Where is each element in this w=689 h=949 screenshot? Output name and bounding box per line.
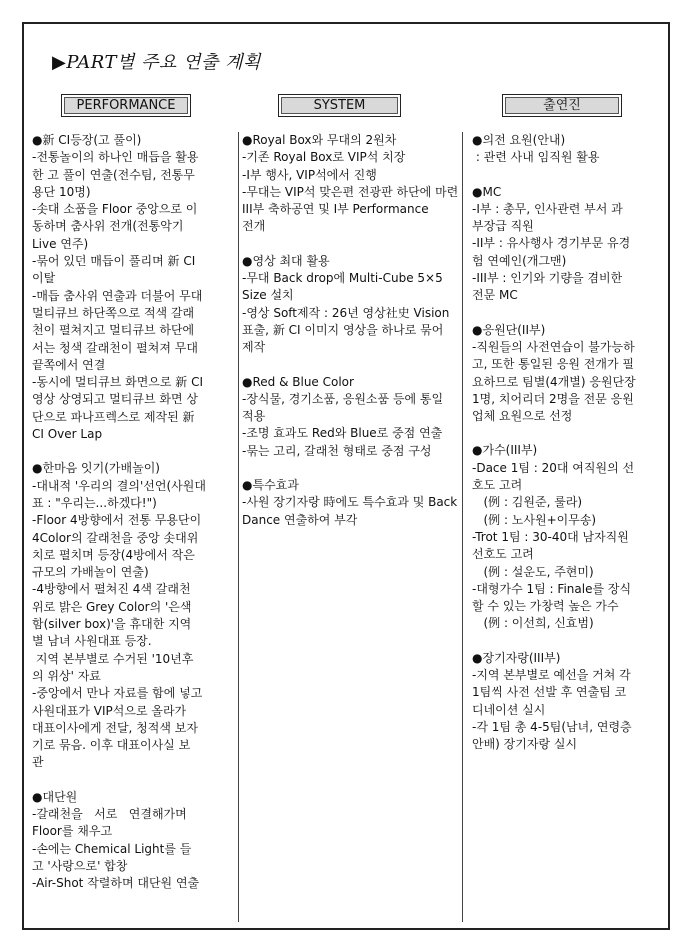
section-block xyxy=(472,442,664,632)
section-line: 고, 또한 통일된 응원 전개가 필 xyxy=(472,357,634,372)
section-line: 4Color의 갈래천을 중앙 솟대위 xyxy=(32,530,199,545)
page-title: ▶PART별 주요 연출 계획 xyxy=(52,52,261,73)
section-line: -III부 : 인기와 기량을 겸비한 xyxy=(472,271,623,286)
header-cast: 출연진 xyxy=(502,94,622,117)
section-heading: ●대단원 xyxy=(32,789,78,804)
section-block xyxy=(472,184,664,305)
section-line: -Dace 1팀 : 20대 여직원의 선 xyxy=(472,460,635,475)
section-heading: ●가수(III부) xyxy=(472,443,538,458)
section-line: 규모의 가배놀이 연출) xyxy=(32,565,149,580)
column-system xyxy=(242,132,463,922)
section-heading: ●장기자랑(III부) xyxy=(472,650,561,665)
section-heading: ●Red & Blue Color xyxy=(242,374,354,389)
section-line: -솟대 소품을 Floor 중앙으로 이 xyxy=(32,202,198,217)
section-line: -갈래천을 서로 연결해가며 xyxy=(32,806,187,821)
section-line: 위로 밝은 Grey Color의 '은색 xyxy=(32,599,192,614)
section-line: Size 설치 xyxy=(242,288,294,303)
section-line: -Air-Shot 작렬하며 대단원 연출 xyxy=(32,876,200,891)
section-line: 디네이션 실시 xyxy=(472,702,546,717)
section-line: Dance 연출하여 부각 xyxy=(242,512,358,527)
section-line: 이탈 xyxy=(32,271,56,286)
section-line: 고 '사랑으로' 합창 xyxy=(32,858,128,873)
section-line: 한 고 풀이 연출(전수팀, 전통무 xyxy=(32,167,195,182)
section-line: 1팀씩 사전 선발 후 연출팀 코 xyxy=(472,685,627,700)
section-block xyxy=(472,322,664,426)
section-line: 표출, 新 CI 이미지 영상을 하나로 묶어 xyxy=(242,322,444,337)
section-line: (例 : 설운도, 주현미) xyxy=(472,564,594,579)
section-line: -묶는 고리, 갈래천 형태로 중점 구성 xyxy=(242,443,432,458)
section-block xyxy=(242,132,462,236)
section-line: -대내적 '우리의 결의'선언(사원대 xyxy=(32,478,206,493)
section-line: 함(silver box)'을 휴대한 지역 xyxy=(32,617,192,632)
section-line: -묶어 있던 매듭이 풀리며 新 CI xyxy=(32,254,196,269)
section-line: CI Over Lap xyxy=(32,427,103,442)
section-line: -Trot 1팀 : 30-40대 남자직원 xyxy=(472,529,629,544)
section-block xyxy=(242,374,462,460)
header-system: SYSTEM xyxy=(278,94,401,117)
section-line: -무대 Back drop에 Multi-Cube 5×5 xyxy=(242,271,443,286)
section-line: -무대는 VIP석 맞은편 전광판 하단에 마련 xyxy=(242,184,459,199)
section-line: 의 위상' 자료 xyxy=(32,668,101,683)
section-line: (例 : 이선희, 신효범) xyxy=(472,616,594,631)
section-line: Floor를 채우고 xyxy=(32,824,113,839)
section-line: (例 : 노사원+이무송) xyxy=(472,512,597,527)
section-line: -손에는 Chemical Light를 들 xyxy=(32,841,192,856)
section-block xyxy=(32,460,238,771)
section-line: 표 : "우리는...하겠다!") xyxy=(32,495,157,510)
section-line: (例 : 김원준, 룰라) xyxy=(472,495,583,510)
section-block xyxy=(242,477,462,529)
section-block xyxy=(472,132,664,167)
section-line: 부장급 직원 xyxy=(472,219,534,234)
section-line: -I부 : 총무, 인사관련 부서 과 xyxy=(472,201,623,216)
section-line: 적용 xyxy=(242,409,266,424)
section-heading: ●新 CI등장(고 풀이) xyxy=(32,133,142,147)
section-line: 관 xyxy=(32,755,44,770)
document-frame xyxy=(22,22,670,930)
section-heading: ●Royal Box와 무대의 2원차 xyxy=(242,133,397,147)
section-line: -장식물, 경기소품, 응원소품 등에 통일 xyxy=(242,391,444,406)
section-line: 기로 묶음. 이후 대표이사실 보 xyxy=(32,738,191,753)
section-line: -사원 장기자랑 時에도 특수효과 및 Back xyxy=(242,495,458,510)
section-line: 지역 본부별로 수거된 '10년후 xyxy=(32,651,194,666)
section-line: -기존 Royal Box로 VIP석 치장 xyxy=(242,150,406,165)
section-line: 치로 펼치며 등장(4방에서 작은 xyxy=(32,547,195,562)
section-line: -영상 Soft제작 : 26년 영상社史 Vision xyxy=(242,305,450,320)
section-block xyxy=(32,789,238,893)
section-line: 선호도 고려 xyxy=(472,547,534,562)
section-line: -전통놀이의 하나인 매듭을 활용 xyxy=(32,150,199,165)
section-line: -직원들의 사전연습이 불가능하 xyxy=(472,339,635,354)
section-heading: ●영상 최대 활용 xyxy=(242,253,330,268)
section-line: 대표이사에게 전달, 청적색 보자 xyxy=(32,720,198,735)
section-line: -I부 행사, VIP석에서 진행 xyxy=(242,167,377,182)
section-line: 할 수 있는 가창력 높은 가수 xyxy=(472,599,619,614)
section-line: : 관련 사내 임직원 활용 xyxy=(472,150,600,165)
section-line: 용단 10명) xyxy=(32,184,91,199)
section-block xyxy=(472,650,664,754)
section-line: 험 연예인(개그맨) xyxy=(472,253,567,268)
section-line: 서는 청색 갈래천이 펼쳐져 무대 xyxy=(32,340,198,355)
section-heading: ●특수효과 xyxy=(242,478,299,493)
section-line: 별 남녀 사원대표 등장. xyxy=(32,634,152,649)
column-cast xyxy=(472,132,664,922)
section-line: 동하며 춤사위 전개(전통악기 xyxy=(32,219,184,234)
section-line: -대형가수 1팀 : Finale를 장식 xyxy=(472,581,632,596)
section-block xyxy=(32,132,238,443)
section-line: 제작 xyxy=(242,340,266,355)
column-performance xyxy=(32,132,239,922)
section-line: 천이 펼쳐지고 멀티큐브 하단에 xyxy=(32,323,195,338)
section-heading: ●MC xyxy=(472,184,502,199)
section-line: 1명, 치어리더 2명을 전문 응원 xyxy=(472,391,634,406)
section-line: -중앙에서 만나 자료를 함에 넣고 xyxy=(32,686,203,701)
section-line: 업체 요원으로 선정 xyxy=(472,409,573,424)
section-line: -매듭 춤사위 연출과 더불어 무대 xyxy=(32,288,203,303)
section-heading: ●의전 요원(안내) xyxy=(472,133,566,147)
section-line: 멀티큐브 하단쪽으로 적색 갈래 xyxy=(32,305,195,320)
section-line: -조명 효과도 Red와 Blue로 중점 연출 xyxy=(242,426,443,441)
section-heading: ●응원단(II부) xyxy=(472,322,546,337)
section-line: -각 1팀 총 4-5팀(남녀, 연령층 xyxy=(472,719,632,734)
section-block xyxy=(242,253,462,357)
section-line: -II부 : 유사행사 경기부문 유경 xyxy=(472,236,631,251)
section-line: -Floor 4방향에서 전통 무용단이 xyxy=(32,513,202,528)
section-line: 안배) 장기자랑 실시 xyxy=(472,737,578,752)
section-line: 전개 xyxy=(242,219,266,234)
section-line: 단으로 파나프렉스로 제작된 新 xyxy=(32,409,195,424)
section-line: III부 축하공연 및 I부 Performance xyxy=(242,202,429,217)
section-line: -동시에 멀티큐브 화면으로 新 CI xyxy=(32,375,204,390)
section-heading: ●한마음 잇기(가배놀이) xyxy=(32,461,160,476)
section-line: 요하므로 팀별(4개별) 응원단장 xyxy=(472,374,636,389)
section-line: 사원대표가 VIP석으로 올라가 xyxy=(32,703,187,718)
section-line: -지역 본부별로 예선을 거쳐 각 xyxy=(472,668,631,683)
section-line: 영상 상영되고 멀티큐브 화면 상 xyxy=(32,392,198,407)
section-line: Live 연주) xyxy=(32,236,89,251)
section-line: 끝쪽에서 연결 xyxy=(32,357,106,372)
header-performance: PERFORMANCE xyxy=(61,94,191,117)
section-line: -4방향에서 펼쳐진 4색 갈래천 xyxy=(32,582,191,597)
section-line: 전문 MC xyxy=(472,288,518,303)
section-line: 호도 고려 xyxy=(472,478,523,493)
